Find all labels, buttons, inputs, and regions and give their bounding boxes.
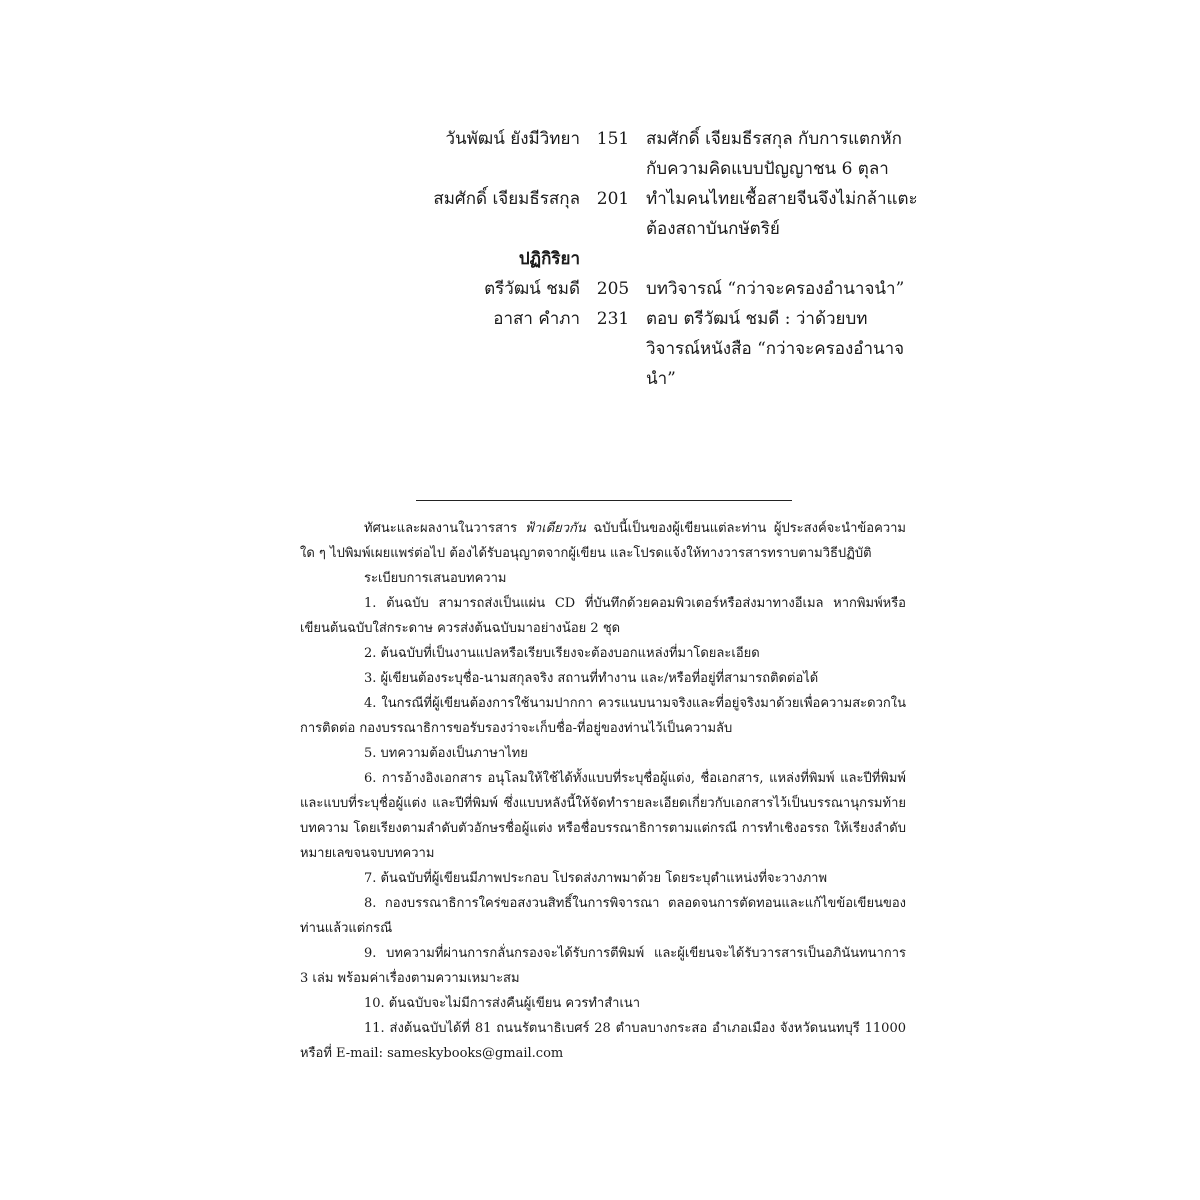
- toc-page-number: 201: [596, 189, 630, 209]
- section-divider: [416, 500, 792, 501]
- toc-section-heading: [300, 244, 920, 274]
- toc-title: สมศักดิ์ เจียมธีรสกุล กับการแตกหักกับความคิดแบบปัญญาชน 6 ตุลา: [646, 129, 902, 179]
- rule-item: 4. ในกรณีที่ผู้เขียนต้องการใช้นามปากกา ควรแนบนามจริงและที่อยู่จริงมาด้วยเพื่อความสะดวกในการติดต่อ กองบรรณาธิการขอรับรองว่าจะเก็บชื่อ-ที่อยู่ของท่านไว้เป็นความลับ: [300, 696, 906, 736]
- rule-item: 5. บทความต้องเป็นภาษาไทย: [364, 746, 528, 761]
- toc-author: ตรีวัฒน์ ชมดี: [484, 279, 580, 299]
- rule-item: 3. ผู้เขียนต้องระบุชื่อ-นามสกุลจริง สถานที่ทำงาน และ/หรือที่อยู่ที่สามารถติดต่อได้: [364, 671, 819, 686]
- intro-paragraph: [300, 516, 906, 566]
- rule-item: 10. ต้นฉบับจะไม่มีการส่งคืนผู้เขียน ควรทำสำเนา: [364, 996, 641, 1011]
- intro-text-after: ฉบับนี้เป็นของผู้เขียนแต่ละท่าน ผู้ประสงค์จะนำข้อความใด ๆ ไปพิมพ์เผยแพร่ต่อไป ต้องได้รับอนุญาตจากผู้เขียน และโปรดแจ้งให้ทางวารสารทราบตามวิธีปฏิบัติ: [300, 521, 906, 561]
- toc-author: สมศักดิ์ เจียมธีรสกุล: [433, 189, 580, 209]
- intro-text-before: ทัศนะและผลงานในวารสาร: [364, 521, 525, 536]
- rule-item: 7. ต้นฉบับที่ผู้เขียนมีภาพประกอบ โปรดส่งภาพมาด้วย โดยระบุตำแหน่งที่จะวางภาพ: [364, 871, 828, 886]
- rule-item: 8. กองบรรณาธิการใคร่ขอสงวนสิทธิ์ในการพิจารณา ตลอดจนการตัดทอนและแก้ไขข้อเขียนของท่านแล้วแต่กรณี: [300, 896, 906, 936]
- toc-entry: [300, 124, 920, 184]
- toc-entry: [300, 304, 920, 394]
- rule-item: 1. ต้นฉบับ สามารถส่งเป็นแผ่น CD ที่บันทึกด้วยคอมพิวเตอร์หรือส่งมาทางอีเมล หากพิมพ์หรือเขียนต้นฉบับใส่กระดาษ ควรส่งต้นฉบับมาอย่างน้อย 2 ชุด: [300, 596, 906, 636]
- toc-title: ทำไมคนไทยเชื้อสายจีนจึงไม่กล้าแตะต้องสถาบันกษัตริย์: [646, 189, 918, 239]
- toc-page-number: 205: [596, 279, 630, 299]
- toc-author: อาสา คำภา: [493, 309, 580, 329]
- rule-item: 9. บทความที่ผ่านการกลั่นกรองจะได้รับการตีพิมพ์ และผู้เขียนจะได้รับวารสารเป็นอภินันทนาการ 3 เล่ม พร้อมค่าเรื่องตามความเหมาะสม: [300, 946, 906, 986]
- journal-name: ฟ้าเดียวกัน: [524, 521, 586, 536]
- toc-entry: [300, 184, 920, 244]
- toc-title: บทวิจารณ์ “กว่าจะครองอำนาจนำ”: [646, 279, 905, 299]
- toc-author: วันพัฒน์ ยังมีวิทยา: [445, 129, 580, 149]
- toc-page-number: 151: [596, 129, 630, 149]
- toc-title: ตอบ ตรีวัฒน์ ชมดี : ว่าด้วยบทวิจารณ์หนังสือ “กว่าจะครองอำนาจนำ”: [646, 309, 905, 389]
- table-of-contents: [300, 124, 920, 394]
- rule-item: 2. ต้นฉบับที่เป็นงานแปลหรือเรียบเรียงจะต้องบอกแหล่งที่มาโดยละเอียด: [364, 646, 760, 661]
- toc-page-number: 231: [596, 309, 630, 329]
- rule-item: 6. การอ้างอิงเอกสาร อนุโลมให้ใช้ได้ทั้งแบบที่ระบุชื่อผู้แต่ง, ชื่อเอกสาร, แหล่งที่พิมพ์ และปีที่พิมพ์ และแบบที่ระบุชื่อผู้แต่ง และปีที่พิมพ์ ซึ่งแบบหลังนี้ให้จัดทำรายละเอียดเกี่ยวกับเอกสารไว้เป็นบรรณานุกรมท้ายบทความ โดยเรียงตามลำดับตัวอักษรชื่อผู้แต่ง หรือชื่อบรรณาธิการตามแต่กรณี การทำเชิงอรรถ ให้เรียงลำดับหมายเลขจนจบบทความ: [300, 771, 906, 861]
- rule-item: 11. ส่งต้นฉบับได้ที่ 81 ถนนรัตนาธิเบศร์ 28 ตำบลบางกระสอ อำเภอเมือง จังหวัดนนทบุรี 11000 หรือที่ E-mail: sameskybooks@gmail.com: [300, 1021, 906, 1061]
- submission-notes: [300, 516, 906, 1066]
- rules-heading: ระเบียบการเสนอบทความ: [364, 571, 507, 586]
- section-heading-text: ปฏิกิริยา: [518, 249, 580, 269]
- toc-entry: [300, 274, 920, 304]
